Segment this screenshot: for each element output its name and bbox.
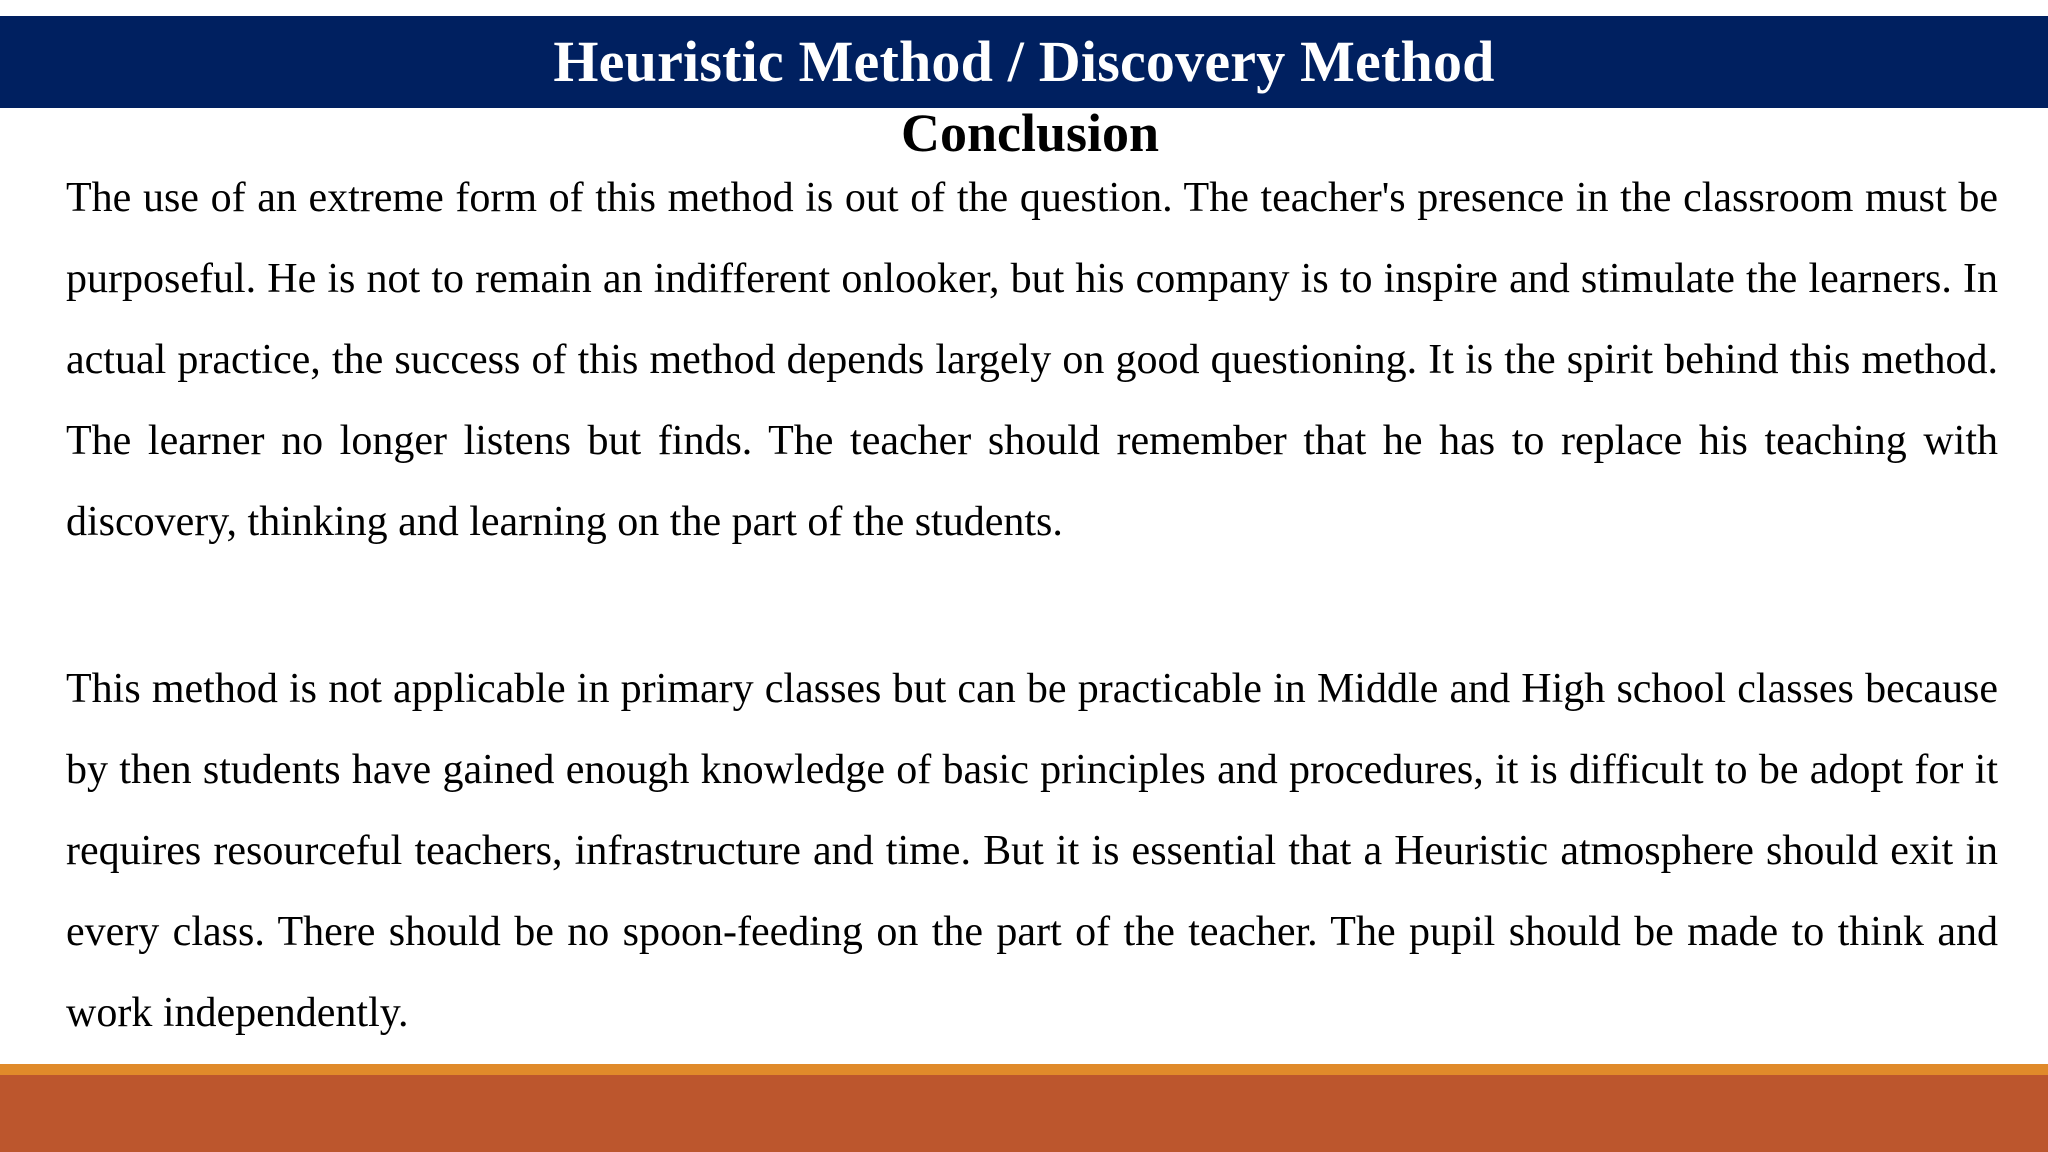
footer-bar xyxy=(0,1075,2048,1152)
title-bar xyxy=(0,16,2048,108)
slide-title: Heuristic Method / Discovery Method xyxy=(553,29,1495,94)
paragraph-conclusion-1: The use of an extreme form of this method is out of the question. The teacher's presence in the classroom must be purposeful. He is not to remain an indifferent onlooker, but his company is to inspire and stimulate the learners. In actual practice, the success of this method depends largely on good questioning. It is the spirit behind this method. The learner no longer listens but finds. The teacher should remember that he has to replace his teaching with discovery, thinking and learning on the part of the students. xyxy=(66,175,1998,545)
footer-accent-line xyxy=(0,1064,2048,1075)
slide-subtitle: Conclusion xyxy=(900,103,1160,163)
paragraph-conclusion-2: This method is not applicable in primary classes but can be practicable in Middle and High school classes because by then students have gained enough knowledge of basic principles and procedures, it is difficult to be adopt for it requires resourceful teachers, infrastructure and time. But it is essential that a Heuristic atmosphere should exit in every class. There should be no spoon-feeding on the part of the teacher. The pupil should be made to think and work independently. xyxy=(66,666,1998,1036)
